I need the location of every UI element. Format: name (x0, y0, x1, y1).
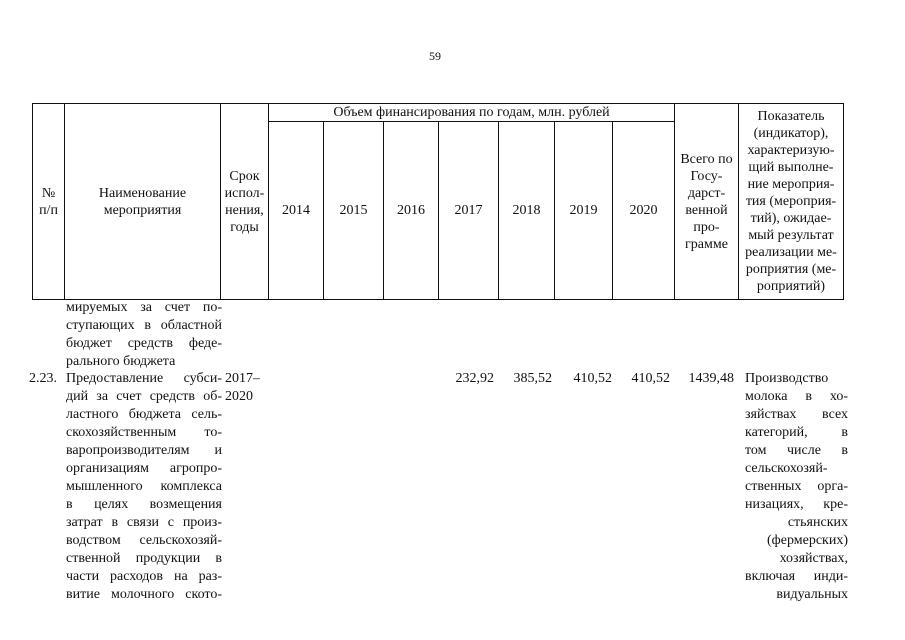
continuation-line: мируемых за счет по- (66, 300, 222, 315)
header-year-2015: 2015 (324, 122, 384, 300)
row-term-line: 2017– (225, 371, 260, 386)
header-year-2019: 2019 (555, 122, 613, 300)
row-name-line: затрат в связи с произ- (66, 515, 222, 530)
value-2019: 410,52 (573, 371, 612, 386)
row-name-line: витие молочного ското- (66, 587, 222, 602)
header-indicator: Показатель (индикатор), характеризую-щий выполне-ние мероприя-тия (мероприя-тий), ожидае-мый результат реализации ме-роприятия (ме-роприятий) (739, 104, 844, 300)
row-name-line: ластного бюджета сель- (66, 407, 222, 422)
row-name-line: дий за счет средств об- (66, 389, 222, 404)
header-year-2017: 2017 (439, 122, 499, 300)
header-year-2020: 2020 (613, 122, 675, 300)
row-indicator-line: хозяйствах, (779, 551, 848, 566)
row-name-line: в целях возмещения (66, 497, 222, 512)
table-header (32, 103, 844, 300)
row-name-line: водством сельскохозяй- (66, 533, 222, 548)
header-year-2016: 2016 (384, 122, 439, 300)
row-term-line: 2020 (225, 389, 253, 404)
continuation-line: рального бюджета (66, 354, 176, 369)
header-year-2014: 2014 (269, 122, 324, 300)
row-indicator-line: молока в хо- (745, 389, 848, 404)
row-name-line: ственной продукции в (66, 551, 222, 566)
continuation-text (66, 299, 222, 371)
row-indicator-line: низациях, кре- (745, 497, 848, 512)
row-name-line: Предоставление субси- (66, 371, 222, 386)
header-name: Наименование мероприятия (65, 104, 221, 300)
row-indicator-line: сельскохозяй- (745, 461, 828, 476)
row-indicator-line: Производство (745, 371, 829, 386)
header-year-2018: 2018 (499, 122, 555, 300)
value-total: 1439,48 (688, 371, 734, 386)
row-name (66, 370, 222, 604)
header-term: Срок испол-нения, годы (221, 104, 269, 300)
row-indicator-line: стьянских (787, 515, 848, 530)
row-indicator-line: видуальных (776, 587, 848, 602)
header-total: Всего по Госу-дарст-венной про-грамме (675, 104, 739, 300)
continuation-line: бюджет средств феде- (66, 336, 222, 351)
row-number: 2.23. (29, 371, 57, 386)
row-name-line: скохозяйственным то- (66, 425, 222, 440)
row-indicator-line: категорий, в (745, 425, 848, 440)
row-name-line: мышленного комплекса (66, 479, 222, 494)
row-indicator-line: зяйствах всех (745, 407, 848, 422)
row-name-line: организациям агропро- (66, 461, 222, 476)
row-name-line: варопроизводителям и (66, 443, 222, 458)
page-number: 59 (429, 49, 441, 63)
row-indicator-line: ственных орга- (745, 479, 848, 494)
row-indicator-line: (фермерских) (767, 533, 848, 548)
row-term (225, 370, 271, 406)
header-financing: Объем финансирования по годам, млн. рублей (269, 104, 675, 122)
row-indicator (745, 370, 848, 604)
value-2017: 232,92 (455, 371, 494, 386)
value-2018: 385,52 (513, 371, 552, 386)
continuation-line: ступающих в областной (66, 318, 222, 333)
row-name-line: части расходов на раз- (66, 569, 222, 584)
value-2020: 410,52 (631, 371, 670, 386)
row-indicator-line: том числе в (745, 443, 848, 458)
header-num: № п/п (33, 104, 65, 300)
row-indicator-line: включая инди- (745, 569, 848, 584)
